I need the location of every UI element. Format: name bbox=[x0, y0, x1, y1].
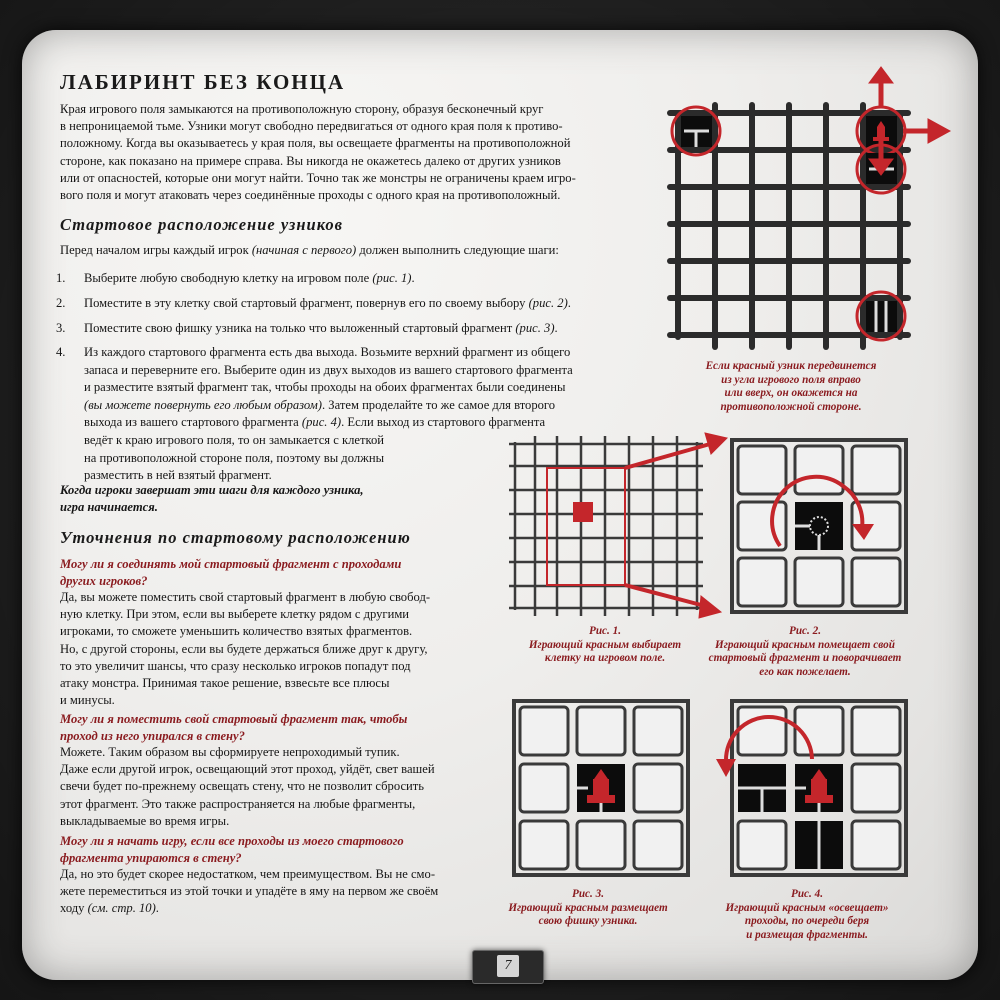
caption-line: Играющий красным выбирает bbox=[528, 638, 682, 651]
step-text-line: и разместите взятый фрагмент так, чтобы проходы на обоих фрагментах были соединены bbox=[84, 380, 566, 395]
caption-line: Играющий красным размещает bbox=[508, 901, 668, 914]
zoom-frame bbox=[547, 468, 625, 585]
intro-line: Края игрового поля замыкаются на противоположную сторону, образуя бесконечный круг bbox=[60, 102, 544, 116]
zoom-arrow-bottom-head-icon bbox=[699, 596, 721, 618]
faq-question-line: фрагмента упираются в стену? bbox=[60, 850, 242, 865]
arrow-up-head-icon bbox=[869, 67, 893, 83]
page-title: ЛАБИРИНТ БЕЗ КОНЦА bbox=[60, 70, 346, 94]
step-text-line: разместить в ней взятый фрагмент. bbox=[84, 468, 272, 483]
caption-line: Рис. 4. bbox=[790, 888, 823, 900]
faq-question-line: проход из него упирался в стену? bbox=[60, 728, 245, 743]
caption-fig2 bbox=[700, 625, 910, 679]
faq-answer-line: ходу (см. стр. 10). bbox=[60, 901, 159, 916]
intro-line: стороне, как показано на примере справа. Вы никогда не окажетесь далеко от других узников bbox=[60, 153, 561, 168]
faq-answer-line: выкладываемые во время игры. bbox=[60, 813, 230, 828]
step-number: 2. bbox=[56, 296, 66, 310]
tile-bottom-right bbox=[866, 301, 897, 332]
faq-answer-line: ную клетку. При этом, если вы выберете клетку рядом с другими bbox=[60, 607, 410, 622]
caption-fig4 bbox=[712, 888, 902, 942]
selected-cell bbox=[573, 502, 593, 522]
step-number: 4. bbox=[56, 345, 66, 359]
caption-line: Если красный узник передвинется bbox=[705, 360, 877, 372]
intro-line: или от опасностей, которые они могут найти. Точно так же монстры не ограничены краем игро- bbox=[60, 170, 576, 185]
step-text-line: Выберите любую свободную клетку на игровом поле (рис. 1). bbox=[84, 271, 415, 285]
caption-line: Рис. 2. bbox=[788, 625, 821, 637]
faq-answer-line: Да, вы можете поместить свой стартовый фрагмент в любую свобод- bbox=[60, 590, 431, 604]
step-text-line: ведёт к краю игрового поля, то он замыкается с клеткой bbox=[84, 433, 384, 447]
caption-line: стартовый фрагмент и поворачивает bbox=[708, 652, 902, 665]
caption-line: свою фишку узника. bbox=[538, 915, 638, 928]
caption-line: Играющий красным «освещает» bbox=[725, 901, 889, 914]
caption-line: его как пожелает. bbox=[759, 665, 851, 678]
figure-2-board bbox=[728, 436, 910, 616]
faq-answer-line: Да, но это будет скорее недостатком, чем преимуществом. Вы не смо- bbox=[60, 867, 436, 881]
faq-question-line: Могу ли я начать игру, если все проходы из моего стартового bbox=[60, 834, 404, 848]
step-text-line: запаса и переверните его. Выберите один из двух выходов из вашего стартового фрагмента bbox=[84, 362, 573, 377]
caption-line: или вверх, он окажется на bbox=[724, 387, 858, 400]
step-number: 1. bbox=[56, 271, 66, 285]
faq-answer-line: игроками, то сможете уменьшить количество взятых фрагментов. bbox=[60, 624, 413, 639]
zoom-arrow-top-head-icon bbox=[705, 433, 727, 454]
caption-fig3 bbox=[488, 888, 688, 929]
caption-line: из угла игрового поля вправо bbox=[721, 373, 861, 386]
page-number: 7 bbox=[497, 955, 519, 977]
faq-answer-line: жете переместиться из этой точки и упадёте в яму на первом же своём bbox=[60, 884, 439, 899]
step-text-line: выхода из вашего стартового фрагмента (рис. 4). Если выход из стартового фрагмента bbox=[84, 415, 546, 430]
edge-wrap-diagram bbox=[660, 65, 970, 355]
step-text-line: Из каждого стартового фрагмента есть два выхода. Возьмите верхний фрагмент из общего bbox=[84, 345, 571, 359]
caption-line: Играющий красным помещает свой bbox=[715, 638, 895, 651]
section-heading-starting-setup: Стартовое расположение узников bbox=[60, 215, 344, 234]
arrow-right-head-icon bbox=[928, 119, 950, 143]
caption-line: противоположной стороне. bbox=[720, 400, 862, 413]
faq-question-line: Могу ли я поместить свой стартовый фрагмент так, чтобы bbox=[60, 712, 408, 726]
setup-closing-line: игра начинается. bbox=[60, 500, 158, 514]
faq-answer-line: Но, с другой стороны, если вы будете держаться ближе друг к другу, bbox=[60, 641, 428, 656]
figure-3-board bbox=[510, 697, 692, 879]
page-number-box bbox=[472, 950, 544, 984]
caption-line: клетку на игровом поле. bbox=[544, 652, 666, 665]
caption-line: проходы, по очереди беря bbox=[744, 915, 870, 928]
figure-4-board bbox=[712, 697, 912, 879]
faq-answer-line: Можете. Таким образом вы сформируете непроходимый тупик. bbox=[60, 745, 400, 759]
faq-question-line: других игроков? bbox=[60, 573, 148, 588]
intro-line: положному. Когда вы оказываетесь у края поля, вы освещаете фрагменты на противоположной bbox=[60, 136, 571, 151]
zoom-arrow-bottom-icon bbox=[625, 585, 705, 606]
faq-answer-line: Даже если другой игрок, освещающий этот проход, уйдёт, свет вашей bbox=[60, 762, 435, 777]
faq-answer-line: и минусы. bbox=[60, 693, 115, 708]
setup-closing-line: Когда игроки завершат эти шаги для каждого узника, bbox=[60, 483, 364, 497]
caption-line: и размещая фрагменты. bbox=[746, 928, 868, 941]
faq-answer-line: атаку монстра. Принимая такое решение, взвесьте все плюсы bbox=[60, 676, 390, 690]
intro-line: вого поля и могут атаковать через соединённые проходы с одного края на противоположный. bbox=[60, 188, 561, 202]
faq-answer-line: то это увеличит шансы, что сразу несколько игроков попадут под bbox=[60, 658, 411, 673]
step-text-line: Поместите свою фишку узника на только что выложенный стартовый фрагмент (рис. 3). bbox=[84, 321, 558, 335]
caption-fig1 bbox=[490, 625, 720, 666]
caption-line: Рис. 1. bbox=[588, 625, 621, 637]
faq-answer-line: свечи будет по-прежнему освещать стену, что не позволит сбросить bbox=[60, 779, 425, 794]
figure-1-board bbox=[505, 430, 735, 620]
step-number: 3. bbox=[56, 321, 66, 335]
faq-question-line: Могу ли я соединять мой стартовый фрагмент с проходами bbox=[60, 557, 402, 571]
faq-answer-line: этот фрагмент. Это также распространяется на любые фрагменты, bbox=[60, 796, 416, 811]
section-heading-clarifications: Уточнения по стартовому расположению bbox=[60, 528, 411, 547]
intro-line: в непроницаемой тьме. Узники могут свободно передвигаться от одного края поля к противо- bbox=[60, 119, 563, 134]
step-text-line: (вы можете повернуть его любым образом). Затем проделайте то же самое для второго bbox=[84, 397, 556, 412]
step-text-line: на противоположной стороне поля, поэтому вы должны bbox=[84, 450, 385, 465]
caption-edge-wrap bbox=[676, 360, 906, 414]
step-text-line: Поместите в эту клетку свой стартовый фрагмент, повернув его по своему выбору (рис. 2). bbox=[84, 296, 571, 310]
caption-line: Рис. 3. bbox=[571, 888, 604, 900]
setup-lead: Перед началом игры каждый игрок (начиная с первого) должен выполнить следующие шаги: bbox=[60, 243, 559, 257]
